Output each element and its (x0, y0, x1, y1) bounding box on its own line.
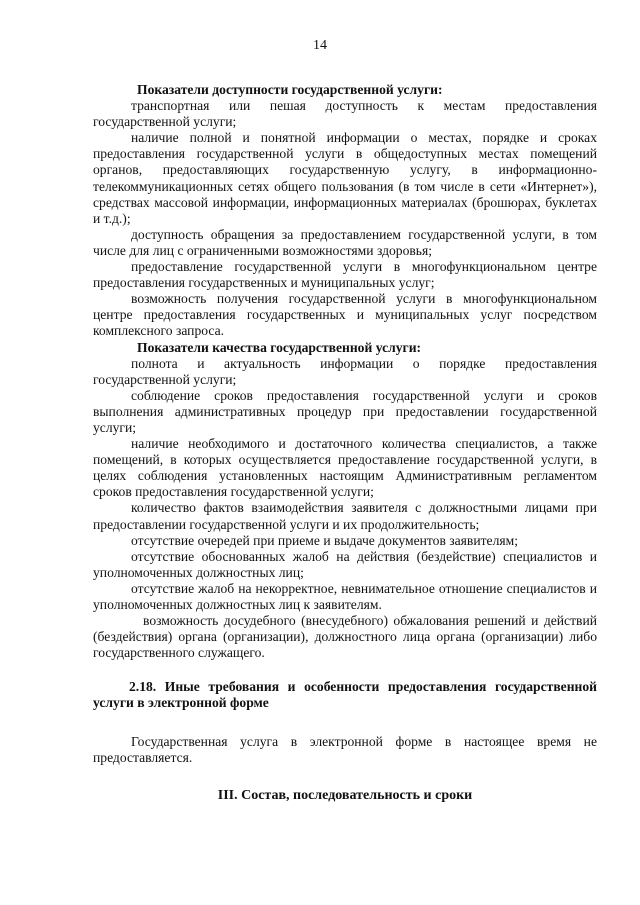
quality-item: возможность досудебного (внесудебного) обжалования решений и действий (бездействия) органа (организации), должностного лица органа (организации) либо государственного служащего. (93, 613, 597, 661)
quality-item: отсутствие жалоб на некорректное, невнимательное отношение специалистов и уполномоченных должностных лиц к заявителям. (93, 580, 597, 612)
quality-item: отсутствие очередей при приеме и выдаче документов заявителям; (131, 532, 518, 548)
quality-item: наличие необходимого и достаточного количества специалистов, а также помещений, в которых осуществляется предоставление государственной услуги, в целях соблюдения установленных настоящим Административным регламентом сроков предоставления государственной услуги; (93, 436, 597, 500)
quality-item: отсутствие обоснованных жалоб на действия (бездействие) специалистов и уполномоченных должностных лиц; (93, 548, 597, 580)
chapter-3-title: III. Состав, последовательность и сроки (217, 787, 473, 803)
quality-item: соблюдение сроков предоставления государственной услуги и сроков выполнения административных процедур при предоставлении государственной услуги; (93, 387, 597, 435)
availability-item: возможность получения государственной услуги в многофункциональном центре предоставления государственных и муниципальных услуг посредством комплексного запроса. (93, 291, 597, 339)
document-body (93, 82, 597, 804)
section-2-18-title: 2.18. Иные требования и особенности предоставления государственной услуги в электронной форме (93, 679, 597, 711)
section-2-18-text: Государственная услуга в электронной форме в настоящее время не предоставляется. (93, 733, 597, 765)
page-number: 14 (313, 38, 327, 53)
quality-item: полнота и актуальность информации о порядке предоставления государственной услуги; (93, 355, 597, 387)
availability-heading: Показатели доступности государственной услуги: (137, 82, 443, 97)
availability-item: предоставление государственной услуги в многофункциональном центре предоставления государственных и муниципальных услуг; (93, 259, 597, 291)
availability-item: транспортная или пешая доступность к местам предоставления государственной услуги; (93, 98, 597, 130)
availability-item: доступность обращения за предоставлением государственной услуги, в том числе для лиц с ограниченными возможностями здоровья; (93, 226, 597, 258)
quality-item: количество фактов взаимодействия заявителя с должностными лицами при предоставлении государственной услуги и их продолжительность; (93, 500, 597, 532)
availability-item: наличие полной и понятной информации о местах, порядке и сроках предоставления государственной услуги в общедоступных местах помещений органов, предоставляющих государственную услугу, в информационно-телекоммуникационных сетях общего пользования (в том числе в сети «Интернет»), средствах массовой информации, информационных материалах (брошюрах, буклетах и т.д.); (93, 130, 597, 226)
quality-heading: Показатели качества государственной услуги: (137, 339, 422, 355)
